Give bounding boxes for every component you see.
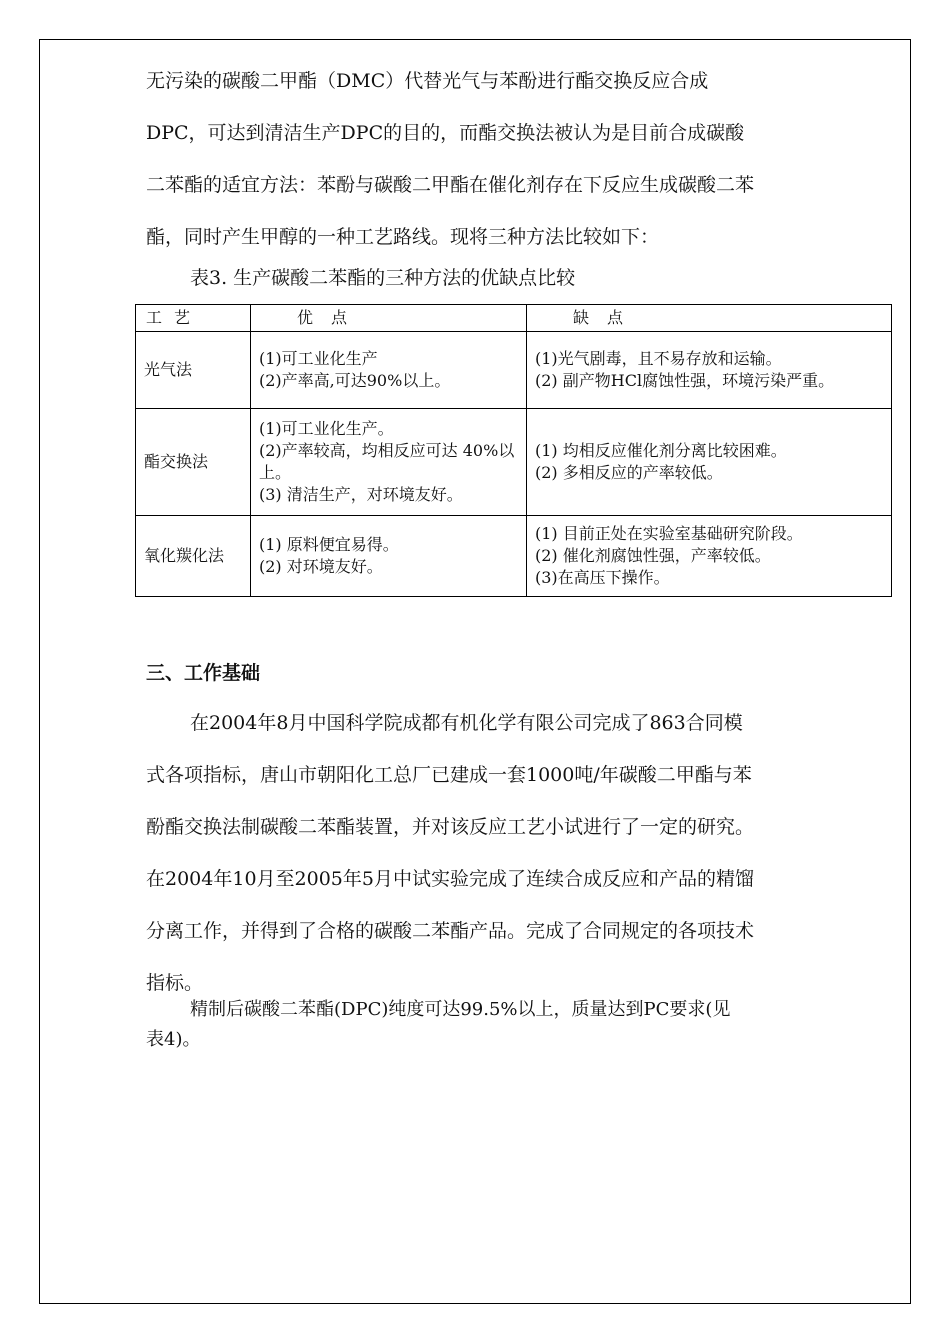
table-row (136, 332, 892, 409)
text-line: 表4)。 (146, 1029, 201, 1050)
cons-line: (2) 多相反应的产率较低。 (535, 463, 723, 482)
text-line: 酚酯交换法制碳酸二苯酯装置，并对该反应工艺小试进行了一定的研究。 (146, 816, 755, 838)
text-line: 二苯酯的适宜方法：苯酚与碳酸二甲酯在催化剂存在下反应生成碳酸二苯 (146, 174, 755, 196)
pros-line: (2)产率高,可达90%以上。 (259, 371, 451, 390)
cons-cell (527, 332, 892, 409)
work-basis-paragraph (146, 697, 866, 1009)
pros-cell (251, 332, 527, 409)
pros-line: (1)可工业化生产。 (259, 419, 394, 438)
cons-line: (1)光气剧毒，且不易存放和运输。 (535, 349, 782, 368)
intro-paragraph (146, 55, 866, 263)
pros-line: 上。 (259, 463, 292, 482)
cons-line: (2) 催化剂腐蚀性强，产率较低。 (535, 546, 771, 565)
text-line: 酯，同时产生甲醇的一种工艺路线。现将三种方法比较如下： (146, 226, 660, 248)
method-cell: 氧化羰化法 (136, 516, 251, 597)
text-line: 无污染的碳酸二甲酯（DMC）代替光气与苯酚进行酯交换反应合成 (146, 70, 709, 92)
pros-line: (1)可工业化生产 (259, 349, 378, 368)
pros-line: (3) 清洁生产，对环境友好。 (259, 485, 463, 504)
table-row (136, 409, 892, 516)
purity-paragraph (146, 995, 866, 1055)
section-heading: 三、工作基础 (146, 662, 261, 684)
header-pros: 优点 (251, 305, 527, 332)
header-cons: 缺点 (527, 305, 892, 332)
pros-cell (251, 409, 527, 516)
header-process: 工艺 (136, 305, 251, 332)
text-line: 式各项指标，唐山市朝阳化工总厂已建成一套1000吨/年碳酸二甲酯与苯 (146, 764, 752, 786)
pros-line: (2) 对环境友好。 (259, 557, 383, 576)
pros-line: (1) 原料便宜易得。 (259, 535, 399, 554)
text-line: 精制后碳酸二苯酯(DPC)纯度可达99.5%以上，质量达到PC要求(见 (190, 999, 731, 1020)
table-header-row (136, 305, 892, 332)
table-caption: 表3. 生产碳酸二苯酯的三种方法的优缺点比较 (190, 267, 576, 289)
pros-cell (251, 516, 527, 597)
text-line: 指标。 (146, 972, 204, 994)
cons-line: (2) 副产物HCl腐蚀性强，环境污染严重。 (535, 371, 835, 390)
comparison-table (135, 304, 892, 597)
cons-line: (1) 目前正处在实验室基础研究阶段。 (535, 524, 803, 543)
text-line: 分离工作，并得到了合格的碳酸二苯酯产品。完成了合同规定的各项技术 (146, 920, 755, 942)
cons-cell (527, 409, 892, 516)
cons-cell (527, 516, 892, 597)
table-row (136, 516, 892, 597)
text-line: 在2004年10月至2005年5月中试实验完成了连续合成反应和产品的精馏 (146, 868, 754, 890)
cons-line: (1) 均相反应催化剂分离比较困难。 (535, 441, 787, 460)
cons-line: (3)在高压下操作。 (535, 568, 670, 587)
text-line: 在2004年8月中国科学院成都有机化学有限公司完成了863合同模 (190, 712, 743, 734)
text-line: DPC，可达到清洁生产DPC的目的，而酯交换法被认为是目前合成碳酸 (146, 122, 745, 144)
pros-line: (2)产率较高，均相反应可达 40%以 (259, 441, 515, 460)
method-cell: 光气法 (136, 332, 251, 409)
method-cell: 酯交换法 (136, 409, 251, 516)
